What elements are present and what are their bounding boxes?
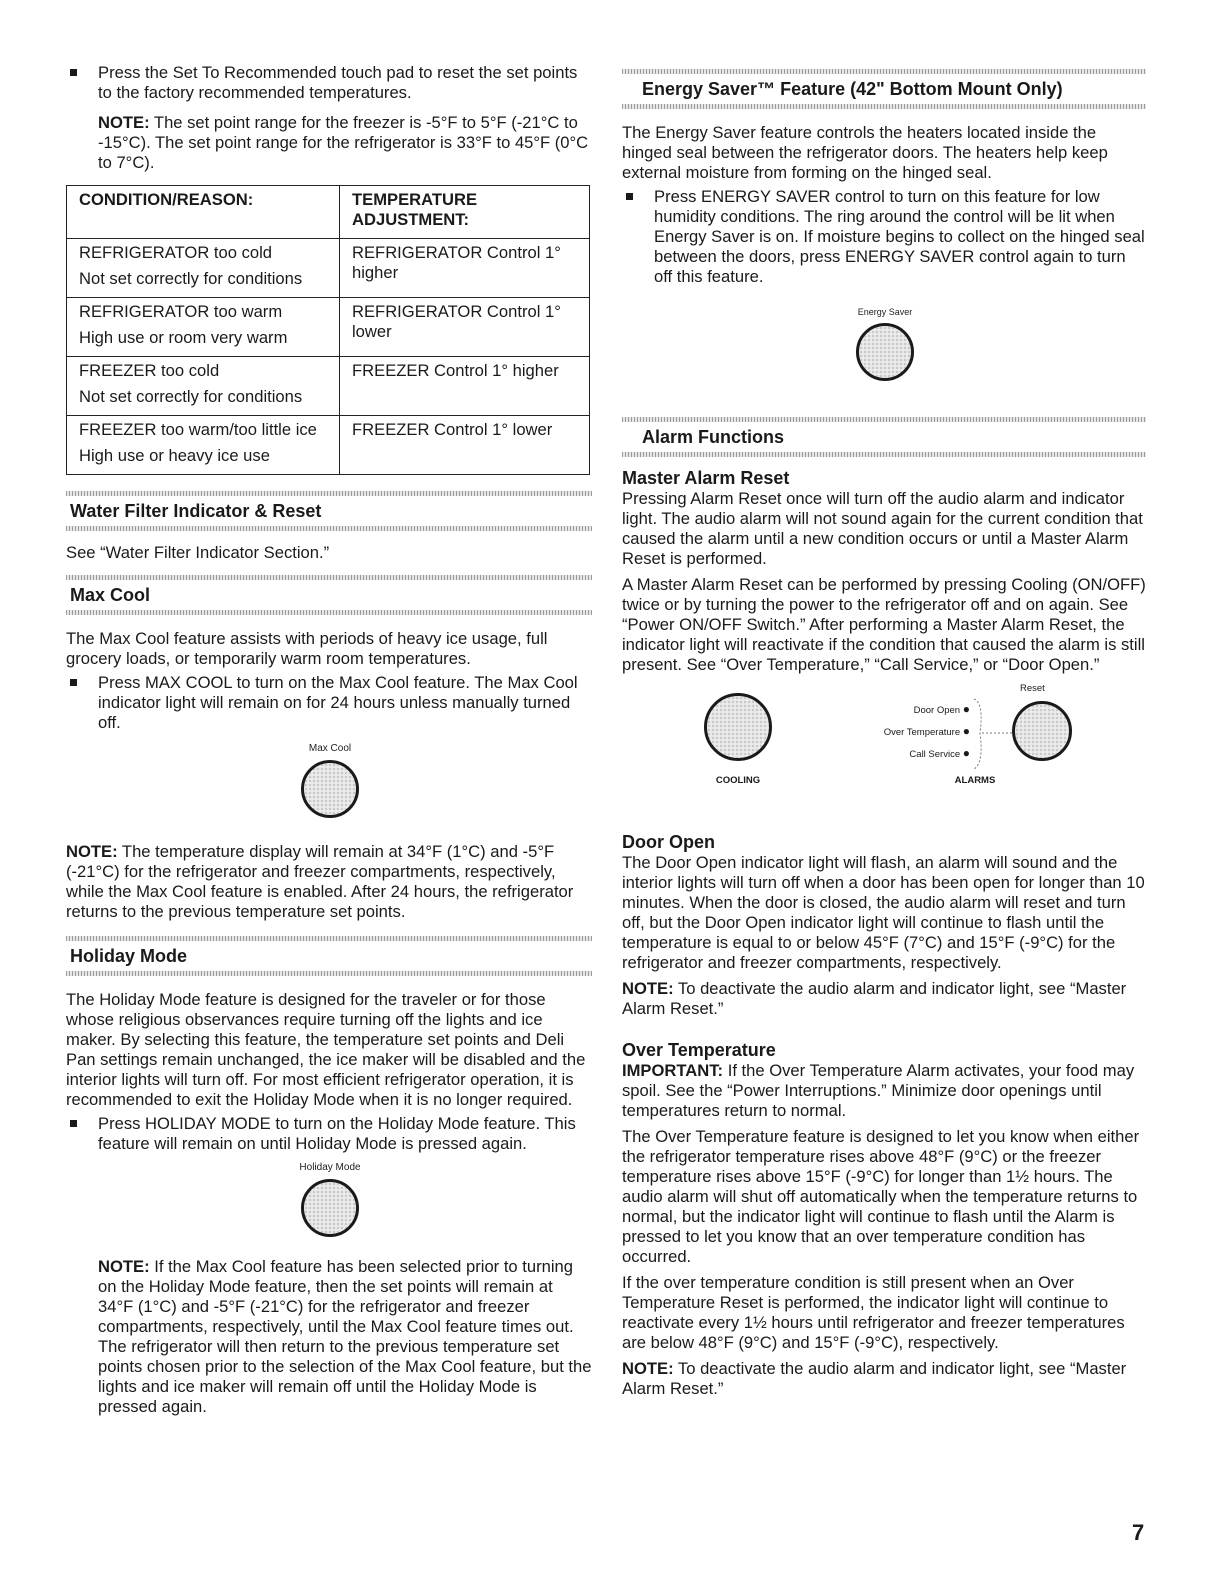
water-filter-heading: Water Filter Indicator & Reset [70, 501, 322, 521]
section-rule [622, 104, 1146, 109]
master-alarm-reset-heading: Master Alarm Reset [622, 468, 790, 488]
section-rule [66, 491, 592, 496]
energy-saver-text: The Energy Saver feature controls the heaters located inside the hinged seal between the refrigerator doors. The heaters help keep external moisture from forming on the hinged seal. [622, 123, 1108, 182]
right-column [622, 0, 1146, 1399]
holiday-mode-label: Holiday Mode [299, 1162, 361, 1173]
energy-saver-bullet: Press ENERGY SAVER control to turn on this feature for low humidity conditions. The ring around the control will be lit when Energy Saver is on. If moisture begins to collect on the hinged seal between the doors, press ENERGY SAVER control again to turn off this feature. [622, 187, 1146, 287]
max-cool-button[interactable] [301, 760, 359, 818]
master-alarm-text-1: Pressing Alarm Reset once will turn off the audio alarm and indicator light. The audio alarm will not sound again for the current condition that caused the alarm until a new condition occurs or until a Master Alarm Reset is performed. [622, 489, 1143, 568]
door-open-text: The Door Open indicator light will flash, an alarm will sound and the interior lights will turn off when a door has been open for longer than 10 minutes. When the door is closed, the audio alarm will reset and turn off, but the Door Open indicator light will continue to flash until the temperature is equal to or below 45°F (7°C) and 15°F (-9°C) for the refrigerator and freezer compartments, respectively. [622, 853, 1145, 972]
table-header-row [67, 186, 590, 239]
alarm-indicators [850, 699, 970, 765]
alarm-panel [622, 683, 1146, 809]
section-rule [622, 417, 1146, 422]
section-rule [622, 452, 1146, 457]
adjustment-header: TEMPERATURE ADJUSTMENT: [340, 186, 590, 239]
holiday-mode-note: NOTE: If the Max Cool feature has been selected prior to turning on the Holiday Mode feature, then the set points will remain at 34°F (1°C) and -5°F (-21°C) for the refrigerator and freezer compartments, respectively, until the Max Cool feature times out. The refrigerator will then return to the previous temperature set points chosen prior to the selection of the Max Cool feature, but the lights and ice maker will remain off until the Holiday Mode is pressed again. [98, 1257, 592, 1416]
over-temperature-indicator: Over Temperature ● [883, 724, 970, 738]
alarms-label: ALARMS [954, 775, 996, 786]
cooling-label: COOLING [715, 775, 761, 786]
energy-saver-button[interactable] [856, 323, 914, 381]
table-row: FREEZER too cold Not set correctly for conditions FREEZER Control 1° higher [67, 357, 590, 416]
max-cool-control [68, 743, 592, 818]
max-cool-label: Max Cool [308, 743, 352, 754]
energy-saver-heading: Energy Saver™ Feature (42" Bottom Mount Only) [642, 79, 1063, 99]
alarm-functions-heading: Alarm Functions [642, 427, 785, 447]
table-row: REFRIGERATOR too cold Not set correctly for conditions REFRIGERATOR Control 1° higher [67, 239, 590, 298]
max-cool-note: NOTE: The temperature display will remain at 34°F (1°C) and -5°F (-21°C) for the refrigerator and freezer compartments, respectively, while the Max Cool feature is enabled. After 24 hours, the refrigerator returns to the previous temperature set points. [66, 842, 574, 921]
max-cool-heading: Max Cool [70, 585, 151, 605]
section-rule [66, 610, 592, 615]
energy-saver-label: Energy Saver [857, 307, 913, 317]
water-filter-text: See “Water Filter Indicator Section.” [66, 543, 330, 562]
alarm-reset-button[interactable] [1012, 701, 1072, 761]
door-open-heading: Door Open [622, 832, 715, 852]
condition-table [66, 185, 590, 475]
over-temperature-note: NOTE: To deactivate the audio alarm and indicator light, see “Master Alarm Reset.” [622, 1359, 1127, 1398]
energy-saver-control [624, 307, 1146, 381]
over-temperature-text-2: If the over temperature condition is still present when an Over Temperature Reset is performed, the indicator light will continue to reactivate every 1½ hours until refrigerator and freezer temperatures are below 48°F (9°C) and 15°F (-9°C), respectively. [622, 1273, 1125, 1352]
holiday-mode-text: The Holiday Mode feature is designed for the traveler or for those whose religious observances require turning off the lights and ice maker. By selecting this feature, the temperature set points and Deli Pan settings remain unchanged, the ice maker will be disabled and the interior lights will turn off. For most efficient refrigerator operation, it is recommended to exit the Holiday Mode when it is no longer required. [66, 990, 586, 1109]
door-open-indicator: Door Open ● [913, 702, 970, 716]
setpoint-range-note: NOTE: The set point range for the freezer is -5°F to 5°F (-21°C to -15°C). The set point range for the refrigerator is 33°F to 45°F (0°C to 7°C). [98, 113, 589, 172]
call-service-indicator: Call Service ● [909, 746, 970, 760]
holiday-mode-button[interactable] [301, 1179, 359, 1237]
table-row: REFRIGERATOR too warm High use or room very warm REFRIGERATOR Control 1° lower [67, 298, 590, 357]
over-temperature-text-1: The Over Temperature feature is designed to let you know when either the refrigerator temperature rises above 48°F (9°C) or the freezer temperature rises above 15°F (-9°C) for longer than 1½ hours. The audio alarm will shut off automatically when the temperature returns to normal, but the indicator light will continue to flash until the Alarm is pressed to let you know that an over temperature condition has occurred. [622, 1127, 1140, 1266]
cooling-button[interactable] [704, 693, 772, 761]
section-rule [66, 971, 592, 976]
section-rule [66, 575, 592, 580]
left-column [66, 0, 592, 1417]
master-alarm-text-2: A Master Alarm Reset can be performed by pressing Cooling (ON/OFF) twice or by turning the power to the refrigerator off and on again. See “Power ON/OFF Switch.” After performing a Master Alarm Reset, the indicator light will reactivate if the condition that caused the alarm is still present. See “Over Temperature,” “Call Service,” or “Door Open.” [622, 575, 1146, 674]
over-temperature-important: IMPORTANT: If the Over Temperature Alarm activates, your food may spoil. See the “Power Interruptions.” Minimize door openings until temperatures return to normal. [622, 1061, 1135, 1120]
holiday-mode-bullet: Press HOLIDAY MODE to turn on the Holiday Mode feature. This feature will remain on until Holiday Mode is pressed again. [66, 1114, 592, 1154]
table-row: FREEZER too warm/too little ice High use or heavy ice use FREEZER Control 1° lower [67, 416, 590, 475]
over-temperature-heading: Over Temperature [622, 1040, 776, 1060]
set-recommended-bullet: Press the Set To Recommended touch pad to reset the set points to the factory recommended temperatures. [66, 63, 592, 103]
door-open-note: NOTE: To deactivate the audio alarm and indicator light, see “Master Alarm Reset.” [622, 979, 1127, 1018]
page-number: 7 [1132, 1520, 1145, 1545]
section-rule [66, 936, 592, 941]
max-cool-text: The Max Cool feature assists with periods of heavy ice usage, full grocery loads, or temporarily warm room temperatures. [66, 629, 548, 668]
reset-label: Reset [1020, 683, 1045, 694]
condition-header: CONDITION/REASON: [67, 186, 340, 239]
holiday-mode-heading: Holiday Mode [70, 946, 188, 966]
max-cool-bullet: Press MAX COOL to turn on the Max Cool feature. The Max Cool indicator light will remain on for 24 hours unless manually turned off. [66, 673, 592, 733]
section-rule [622, 69, 1146, 74]
section-rule [66, 526, 592, 531]
holiday-mode-control [68, 1162, 592, 1237]
